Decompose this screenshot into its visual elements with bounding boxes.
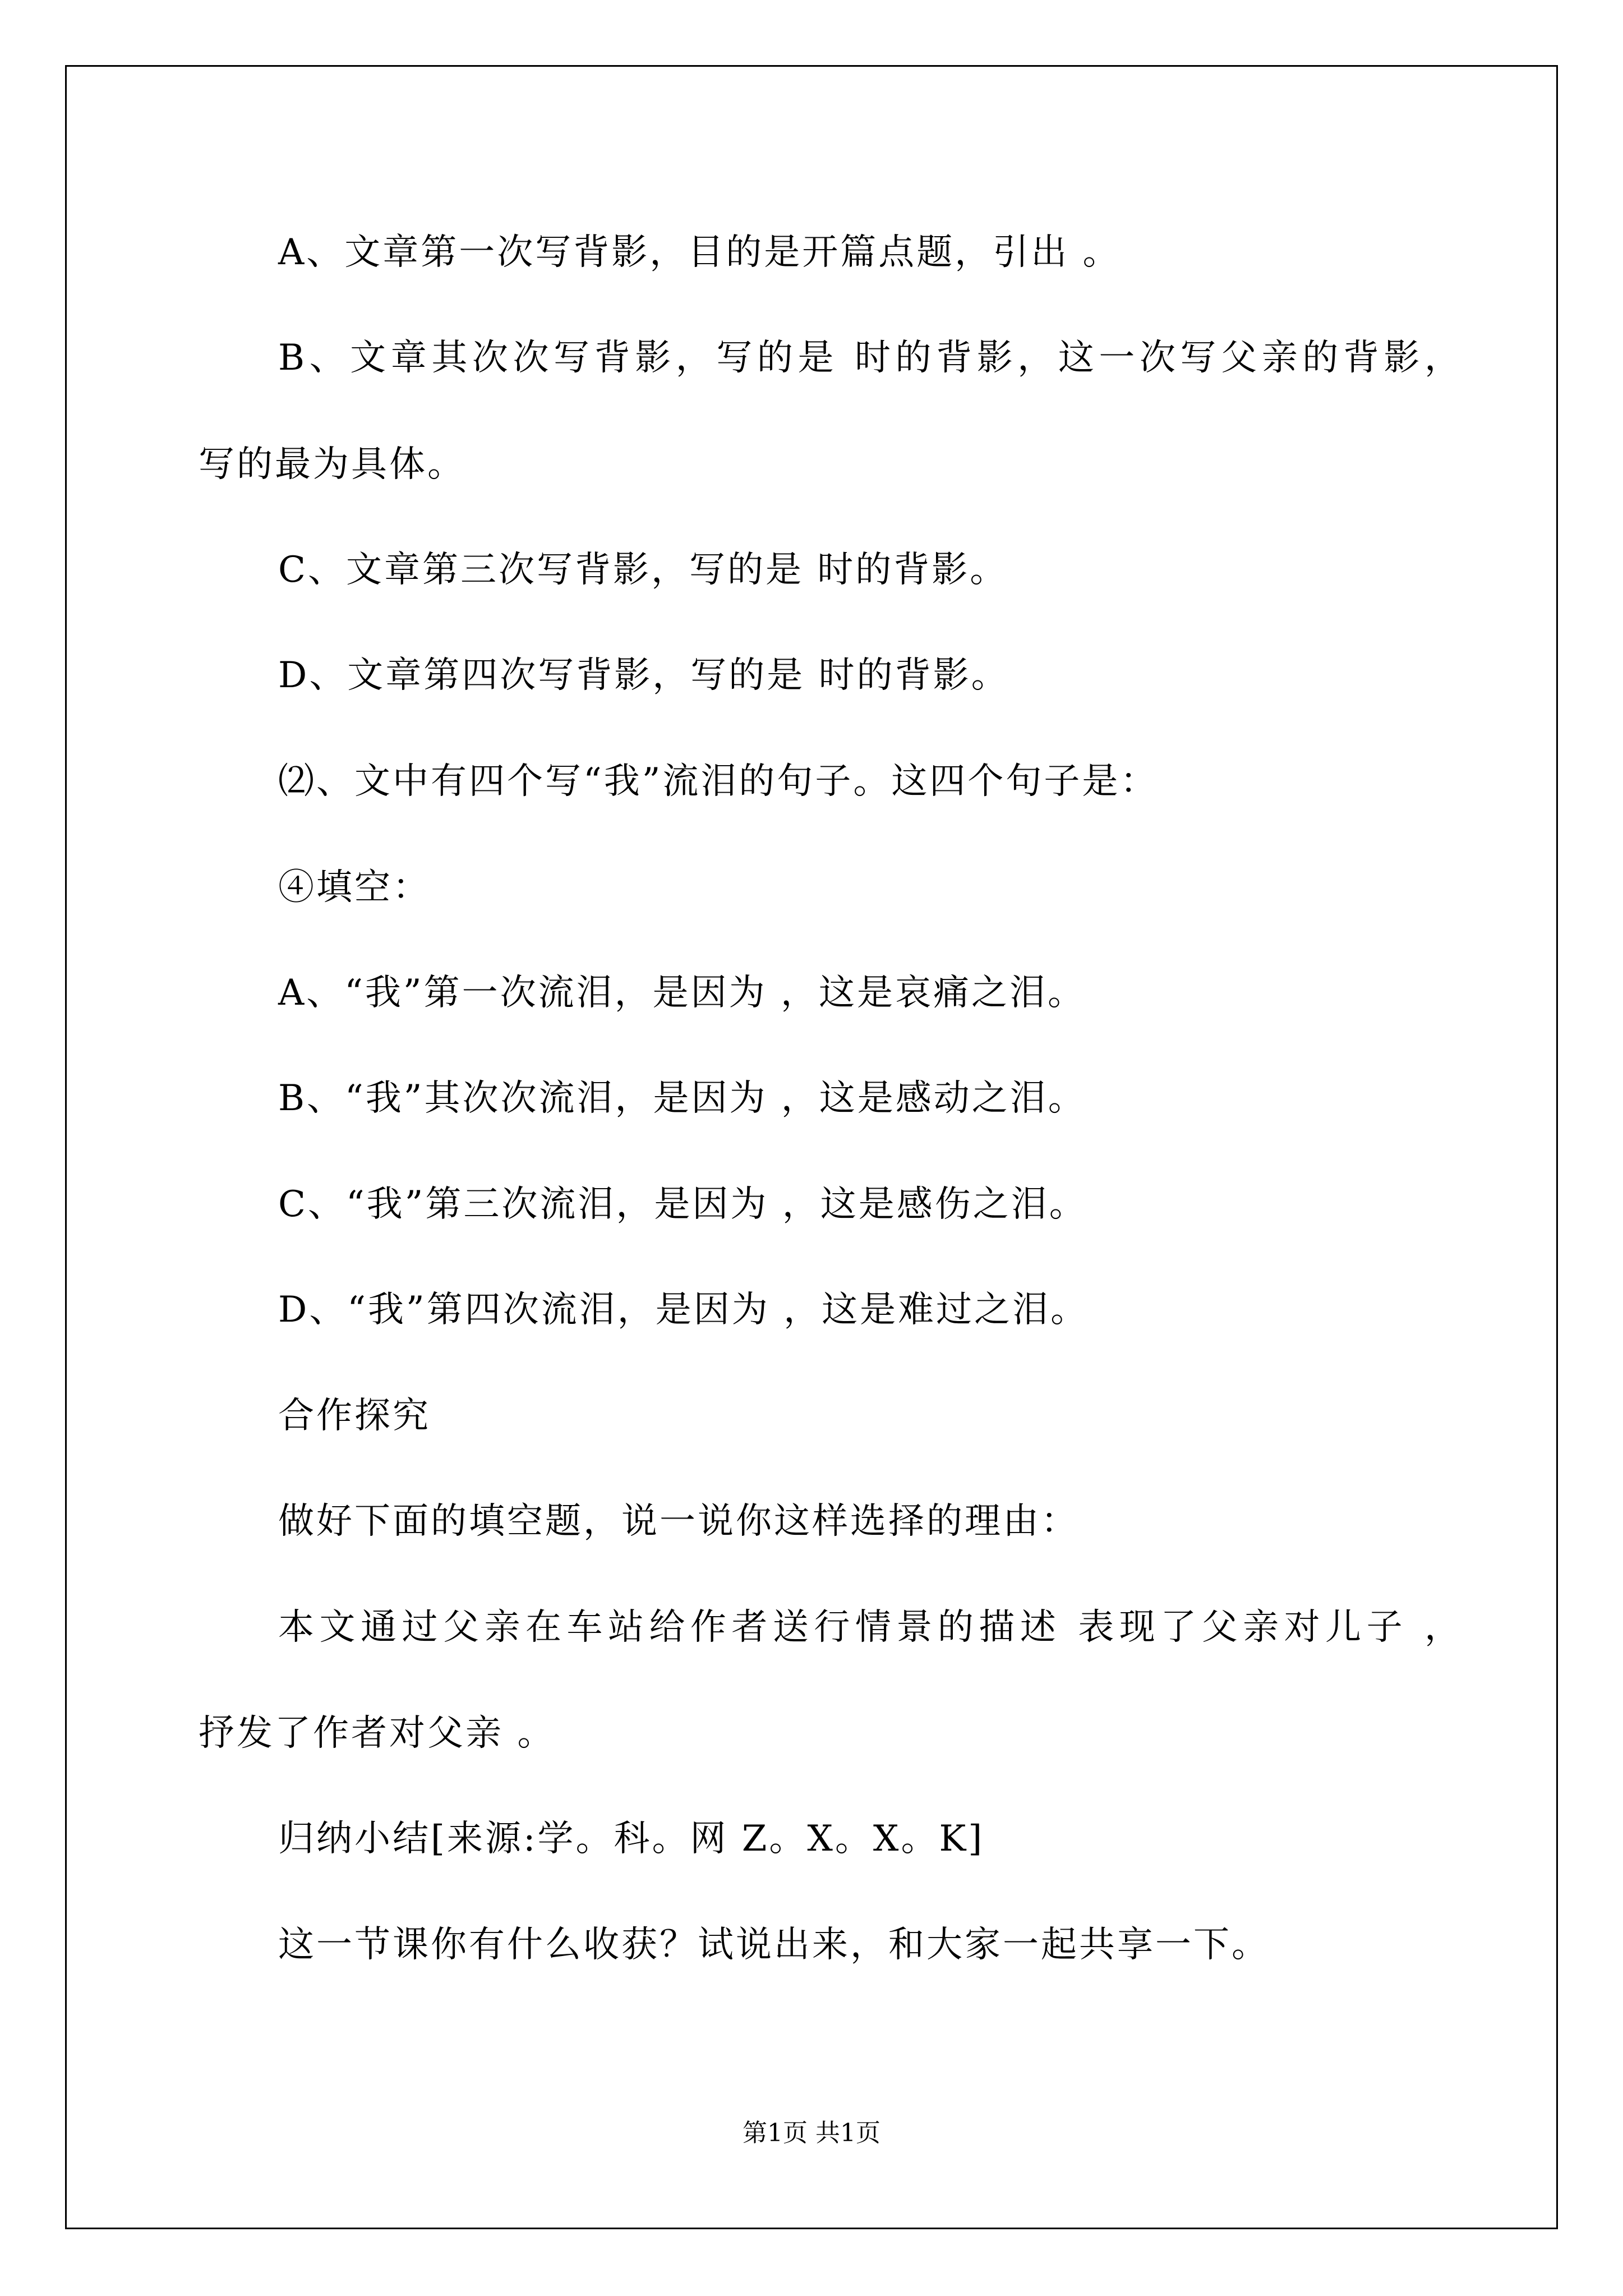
text-line-c-third-tears: C、“我”第三次流泪，是因为 ，这是感伤之泪。: [278, 1184, 1087, 1225]
text-line-d-fourth-back: D、文章第四次写背影，写的是 时的背影。: [278, 655, 1009, 696]
text-line-a-first-tears: A、“我”第一次流泪，是因为 ，这是哀痛之泪。: [278, 972, 1086, 1014]
text-line-b-second-back: B、文章其次次写背影，写的是 时的背影，这一次写父亲的背影，: [278, 337, 1463, 379]
text-line-fill-blank-heading: ④填空：: [278, 867, 431, 908]
text-line-c-third-back: C、文章第三次写背影，写的是 时的背影。: [278, 549, 1008, 591]
page-number-footer: 第1页 共1页: [743, 2119, 880, 2147]
text-line-summary-sentence: 本文通过父亲在车站给作者送行情景的描述 表现了父亲对儿子 ，: [278, 1607, 1463, 1648]
text-line-a-first-back: A、文章第一次写背影，目的是开篇点题，引出 。: [278, 232, 1121, 273]
text-line-b-continuation: 写的最为具体。: [199, 444, 465, 485]
page-border: [65, 65, 1558, 2229]
text-line-reflection: 这一节课你有什么收获？试说出来，和大家一起共享一下。: [278, 1924, 1270, 1966]
text-line-instruction: 做好下面的填空题，说一说你这样选择的理由：: [278, 1501, 1079, 1542]
text-line-d-fourth-tears: D、“我”第四次流泪，是因为 ，这是难过之泪。: [278, 1289, 1089, 1331]
section-heading-cooperative-inquiry: 合作探究: [278, 1395, 431, 1437]
text-line-question-2: ⑵、文中有四个写“我”流泪的句子。这四个句子是：: [278, 761, 1159, 802]
text-line-summary-continuation: 抒发了作者对父亲 。: [199, 1713, 556, 1754]
text-line-b-second-tears: B、“我”其次次流泪，是因为 ，这是感动之泪。: [278, 1078, 1086, 1119]
section-heading-summary: 归纳小结[来源:学。科。网 Z。X。X。K]: [278, 1818, 985, 1860]
